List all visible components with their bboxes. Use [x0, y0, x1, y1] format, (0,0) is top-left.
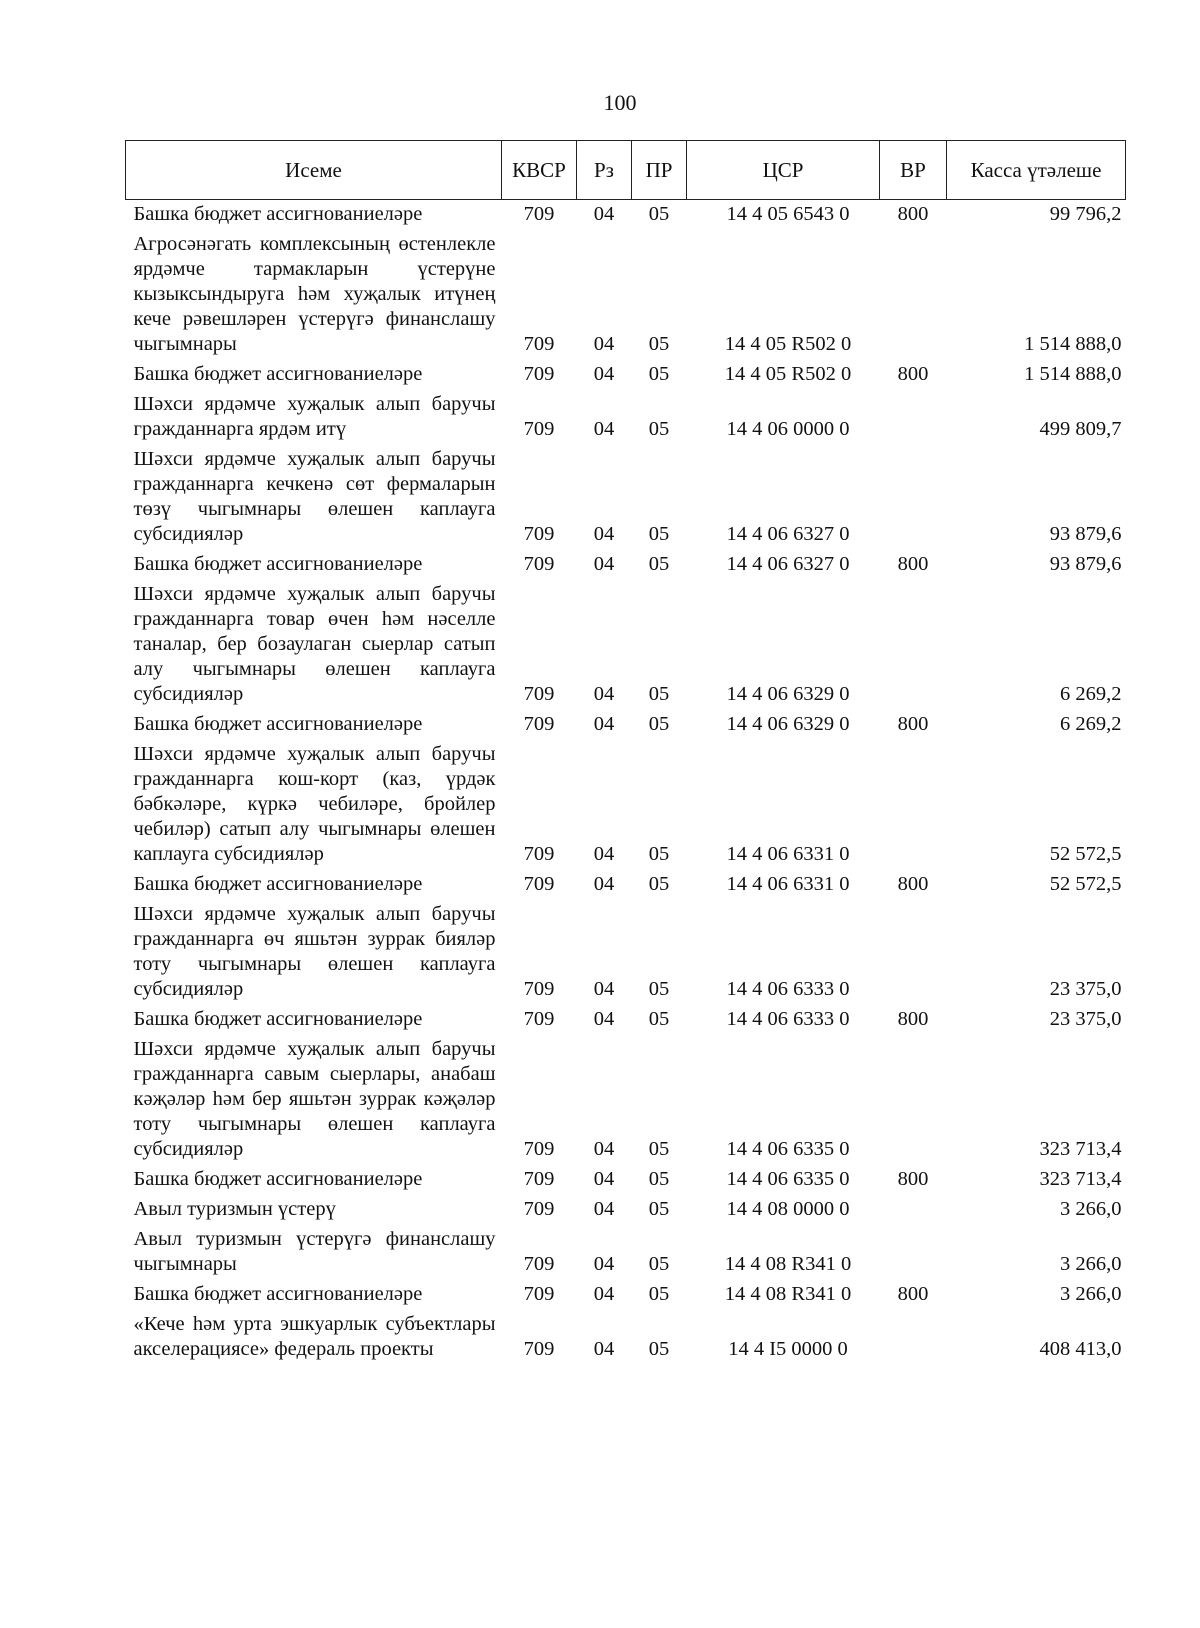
cell-pr: 05 — [648, 1008, 670, 1030]
cell-name: Шәхси ярдәмче хуҗалык алып баручы гражданнарга савым сыерлары, анабаш кәҗәләр һәм бер яшьтән зуррак кәҗәләр тоту чыгымнары өлешен каплауга субсидияләр — [133, 1038, 496, 1160]
cell-name: Башка бюджет ассигнованиеләре — [133, 203, 423, 225]
cell-csr: 14 4 06 6331 0 — [726, 873, 850, 895]
cell-sum: 3 266,0 — [1060, 1253, 1122, 1275]
table-row — [126, 549, 1126, 579]
table-row — [126, 899, 1126, 1004]
cell-name: Шәхси ярдәмче хуҗалык алып баручы гражданнарга товар өчен һәм нәселле таналар, бер бозаулаган сыерлар сатып алу чыгымнары өлешен каплауга субсидияләр — [133, 583, 496, 705]
header-kvsr: КВСР — [502, 141, 577, 200]
cell-kvsr: 709 — [523, 1338, 555, 1360]
cell-rz: 04 — [593, 1008, 615, 1030]
table-row — [126, 869, 1126, 899]
cell-vr: 800 — [897, 713, 929, 735]
cell-vr — [880, 1309, 947, 1364]
cell-rz: 04 — [593, 418, 615, 440]
cell-csr: 14 4 06 6329 0 — [726, 713, 850, 735]
cell-sum: 1 514 888,0 — [1024, 363, 1122, 385]
cell-vr — [880, 579, 947, 709]
table-header — [126, 141, 1126, 200]
budget-table-container — [125, 140, 1125, 1364]
cell-kvsr: 709 — [523, 1008, 555, 1030]
cell-sum: 93 879,6 — [1049, 553, 1122, 575]
table-row — [126, 1309, 1126, 1364]
cell-rz: 04 — [593, 978, 615, 1000]
cell-kvsr: 709 — [523, 553, 555, 575]
cell-csr: 14 4 05 R502 0 — [724, 363, 852, 385]
cell-sum: 23 375,0 — [1049, 1008, 1122, 1030]
cell-rz: 04 — [593, 1198, 615, 1220]
table-row — [126, 1164, 1126, 1194]
cell-rz: 04 — [593, 683, 615, 705]
cell-rz: 04 — [593, 873, 615, 895]
cell-rz: 04 — [593, 523, 615, 545]
table-row — [126, 444, 1126, 549]
cell-csr: 14 4 06 6331 0 — [726, 843, 850, 865]
header-vr: ВР — [880, 141, 947, 200]
cell-rz: 04 — [593, 713, 615, 735]
cell-pr: 05 — [648, 683, 670, 705]
cell-csr: 14 4 06 6333 0 — [726, 1008, 850, 1030]
cell-vr: 800 — [897, 873, 929, 895]
cell-pr: 05 — [648, 978, 670, 1000]
cell-vr — [880, 739, 947, 869]
cell-kvsr: 709 — [523, 843, 555, 865]
cell-vr — [880, 444, 947, 549]
cell-pr: 05 — [648, 843, 670, 865]
header-rz: Рз — [577, 141, 632, 200]
cell-kvsr: 709 — [523, 873, 555, 895]
cell-rz: 04 — [593, 363, 615, 385]
cell-name: Шәхси ярдәмче хуҗалык алып баручы гражданнарга кечкенә сөт фермаларын төзү чыгымнары өлешен каплауга субсидияләр — [133, 448, 496, 545]
cell-name: Башка бюджет ассигнованиеләре — [133, 1283, 423, 1305]
cell-kvsr: 709 — [523, 1198, 555, 1220]
cell-rz: 04 — [593, 1168, 615, 1190]
cell-kvsr: 709 — [523, 978, 555, 1000]
cell-sum: 6 269,2 — [1060, 683, 1122, 705]
cell-sum: 93 879,6 — [1049, 523, 1122, 545]
cell-sum: 52 572,5 — [1049, 873, 1122, 895]
cell-rz: 04 — [593, 203, 615, 225]
table-row — [126, 229, 1126, 359]
cell-name: Агросәнәгать комплексының өстенлекле ярдәмче тармакларын үстерүне кызыксындыруга һәм хуҗалык итүнең кече рәвешләрен үстерүгә финанслашу чыгымнары — [133, 233, 496, 355]
cell-name: Шәхси ярдәмче хуҗалык алып баручы гражданнарга ярдәм итү — [133, 393, 496, 440]
table-row — [126, 359, 1126, 389]
cell-name: Авыл туризмын үстерү — [133, 1198, 336, 1220]
table-row — [126, 1279, 1126, 1309]
cell-csr: 14 4 06 6327 0 — [726, 523, 850, 545]
cell-name: Башка бюджет ассигнованиеләре — [133, 363, 423, 385]
cell-csr: 14 4 06 6333 0 — [726, 978, 850, 1000]
table-row — [126, 739, 1126, 869]
cell-csr: 14 4 I5 0000 0 — [728, 1338, 848, 1360]
cell-pr: 05 — [648, 1168, 670, 1190]
cell-vr: 800 — [897, 1283, 929, 1305]
budget-table — [125, 140, 1126, 1364]
cell-pr: 05 — [648, 713, 670, 735]
cell-csr: 14 4 06 6335 0 — [726, 1138, 850, 1160]
cell-kvsr: 709 — [523, 713, 555, 735]
cell-kvsr: 709 — [523, 1283, 555, 1305]
cell-vr: 800 — [897, 1168, 929, 1190]
cell-name: Шәхси ярдәмче хуҗалык алып баручы гражданнарга өч яшьтән зуррак бияләр тоту чыгымнары өлешен каплауга субсидияләр — [133, 903, 496, 1000]
cell-kvsr: 709 — [523, 333, 555, 355]
cell-vr — [880, 1194, 947, 1224]
cell-kvsr: 709 — [523, 1253, 555, 1275]
cell-pr: 05 — [648, 1338, 670, 1360]
cell-sum: 52 572,5 — [1049, 843, 1122, 865]
cell-name: Авыл туризмын үстерүгә финанслашу чыгымнары — [133, 1228, 496, 1275]
cell-vr — [880, 229, 947, 359]
table-body — [126, 200, 1126, 1365]
cell-rz: 04 — [593, 1283, 615, 1305]
header-csr: ЦСР — [687, 141, 880, 200]
cell-csr: 14 4 08 R341 0 — [724, 1253, 852, 1275]
cell-rz: 04 — [593, 1253, 615, 1275]
cell-vr: 800 — [897, 203, 929, 225]
cell-vr — [880, 1224, 947, 1279]
cell-pr: 05 — [648, 1198, 670, 1220]
cell-vr — [880, 899, 947, 1004]
cell-sum: 323 713,4 — [1039, 1168, 1122, 1190]
cell-csr: 14 4 06 0000 0 — [726, 418, 850, 440]
header-name: Исеме — [126, 141, 502, 200]
cell-kvsr: 709 — [523, 363, 555, 385]
cell-kvsr: 709 — [523, 1138, 555, 1160]
cell-vr: 800 — [897, 363, 929, 385]
table-row — [126, 1034, 1126, 1164]
cell-sum: 499 809,7 — [1039, 418, 1122, 440]
cell-name: Башка бюджет ассигнованиеләре — [133, 1168, 423, 1190]
cell-rz: 04 — [593, 843, 615, 865]
table-row — [126, 579, 1126, 709]
cell-rz: 04 — [593, 553, 615, 575]
cell-vr — [880, 389, 947, 444]
cell-sum: 323 713,4 — [1039, 1138, 1122, 1160]
cell-csr: 14 4 06 6329 0 — [726, 683, 850, 705]
cell-pr: 05 — [648, 203, 670, 225]
cell-rz: 04 — [593, 1338, 615, 1360]
cell-pr: 05 — [648, 1283, 670, 1305]
page-number: 100 — [603, 90, 637, 115]
cell-kvsr: 709 — [523, 1168, 555, 1190]
cell-sum: 408 413,0 — [1039, 1338, 1122, 1360]
cell-sum: 99 796,2 — [1049, 203, 1122, 225]
cell-rz: 04 — [593, 333, 615, 355]
cell-pr: 05 — [648, 553, 670, 575]
cell-csr: 14 4 05 R502 0 — [724, 333, 852, 355]
cell-csr: 14 4 08 R341 0 — [724, 1283, 852, 1305]
cell-csr: 14 4 05 6543 0 — [726, 203, 850, 225]
table-row — [126, 1224, 1126, 1279]
cell-vr: 800 — [897, 1008, 929, 1030]
table-row — [126, 200, 1126, 230]
cell-csr: 14 4 08 0000 0 — [726, 1198, 850, 1220]
cell-kvsr: 709 — [523, 418, 555, 440]
header-sum: Касса үтәлеше — [947, 141, 1126, 200]
cell-name: Башка бюджет ассигнованиеләре — [133, 1008, 423, 1030]
cell-name: Шәхси ярдәмче хуҗалык алып баручы гражданнарга кош-корт (каз, үрдәк бәбкәләре, күркә чебиләре, бройлер чебиләр) сатып алу чыгымнары өлешен каплауга субсидияләр — [133, 743, 496, 865]
cell-kvsr: 709 — [523, 203, 555, 225]
cell-sum: 3 266,0 — [1060, 1283, 1122, 1305]
cell-vr: 800 — [897, 553, 929, 575]
cell-vr — [880, 1034, 947, 1164]
cell-sum: 3 266,0 — [1060, 1198, 1122, 1220]
cell-name: «Кече һәм урта эшкуарлык субъектлары акселерациясе» федераль проекты — [133, 1313, 496, 1360]
cell-rz: 04 — [593, 1138, 615, 1160]
cell-pr: 05 — [648, 873, 670, 895]
cell-sum: 6 269,2 — [1060, 713, 1122, 735]
cell-pr: 05 — [648, 1253, 670, 1275]
table-row — [126, 389, 1126, 444]
cell-pr: 05 — [648, 1138, 670, 1160]
cell-pr: 05 — [648, 363, 670, 385]
cell-name: Башка бюджет ассигнованиеләре — [133, 553, 423, 575]
header-pr: ПР — [632, 141, 687, 200]
cell-pr: 05 — [648, 418, 670, 440]
cell-name: Башка бюджет ассигнованиеләре — [133, 873, 423, 895]
table-row — [126, 709, 1126, 739]
table-row — [126, 1194, 1126, 1224]
cell-csr: 14 4 06 6327 0 — [726, 553, 850, 575]
cell-pr: 05 — [648, 523, 670, 545]
cell-csr: 14 4 06 6335 0 — [726, 1168, 850, 1190]
cell-sum: 23 375,0 — [1049, 978, 1122, 1000]
header-row — [126, 141, 1126, 200]
cell-pr: 05 — [648, 333, 670, 355]
cell-sum: 1 514 888,0 — [1024, 333, 1122, 355]
table-row — [126, 1004, 1126, 1034]
cell-kvsr: 709 — [523, 523, 555, 545]
cell-kvsr: 709 — [523, 683, 555, 705]
cell-name: Башка бюджет ассигнованиеләре — [133, 713, 423, 735]
